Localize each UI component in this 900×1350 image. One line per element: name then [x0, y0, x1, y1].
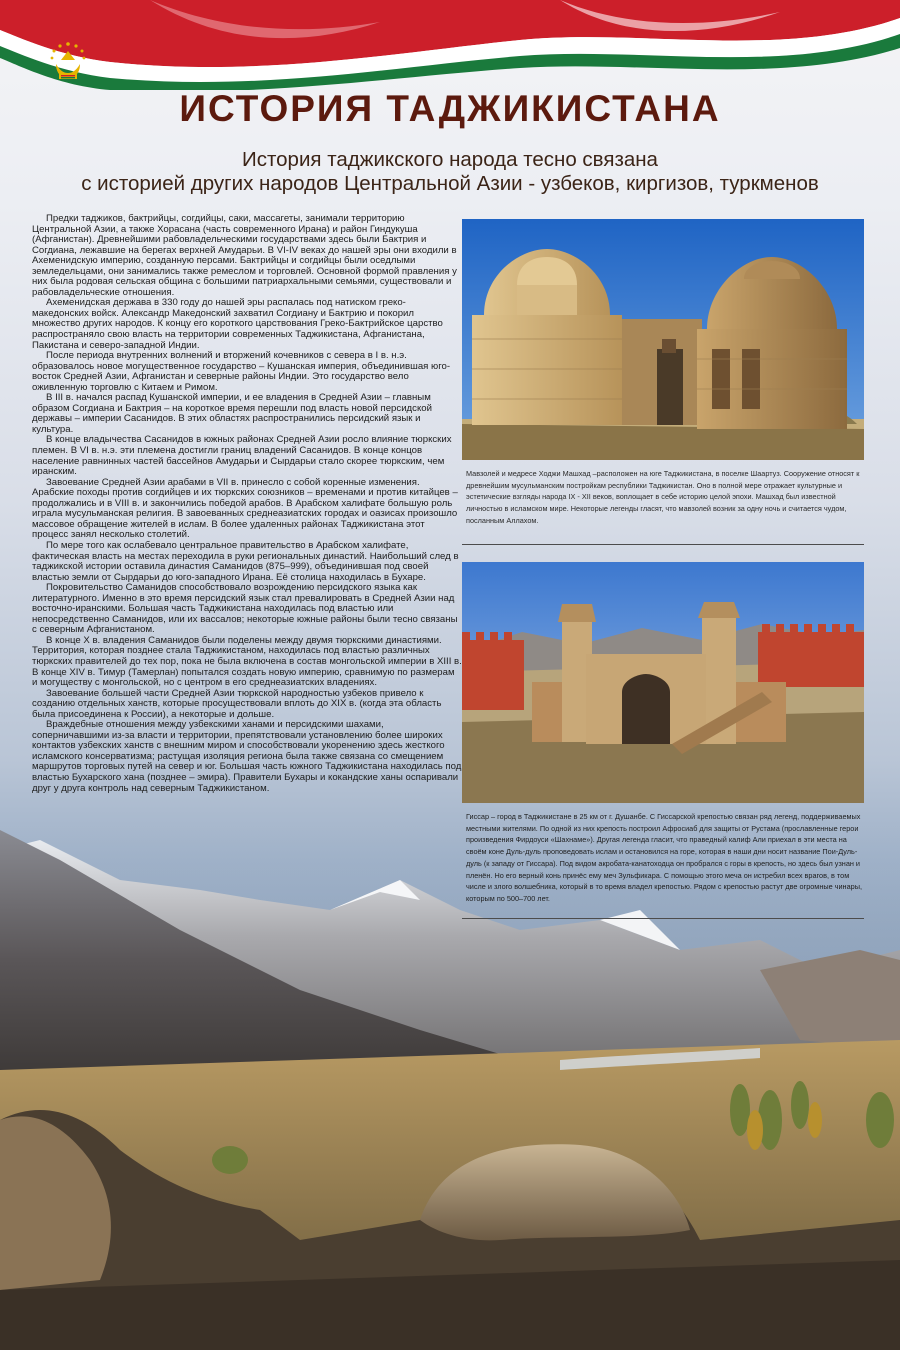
- history-paragraph: В конце X в. владения Саманидов были поделены между двумя тюркскими династиями. Территория, которая позднее стала Таджикистаном, находилась под властью различных тюркских правителей до тех пор, пока не была включена в состав монгольской империи в XIII в. В конце XIV в. Тимур (Тамерлан) попытался создать новую империю, сравнимую по размерам и могуществу с монгольской, но с центром в его среднеазиатских владениях.: [32, 634, 462, 689]
- caption-divider: [462, 918, 864, 919]
- hissar-fortress-photo: [462, 562, 864, 803]
- history-paragraph: Враждебные отношения между узбекскими ханами и персидскими шахами, соперничавшими из-за власти и территории, препятствовали установлению более широких контактов узбекских ханств с внешним миром и способствовали укоренению здесь жесткого исламского консерватизма; растущая изоляция региона была также связана со смещением маршрутов торговых путей на север и юг. Большая часть южного Таджикистана находилась под властью Бухарского ханa (позднее – эмира). Правители Бухары и кокандские ханы оспаривали друг у друга контроль над северным Таджикистаном.: [32, 719, 462, 794]
- history-paragraph: В конце владычества Сасанидов в южных районах Средней Азии росло влияние тюркских племен. В VI в. н.э. эти племена достигли границ владений Сасанидов. В конце концов население равнинных частей бассейнов Амударьи и Сырдарьи стало скорее тюркским, чем иранским.: [32, 434, 452, 478]
- tajikistan-emblem-icon: [48, 38, 88, 82]
- subtitle-line-2: с историей других народов Центральной Азии - узбеков, киргизов, туркменов: [81, 172, 819, 195]
- history-paragraph: Покровительство Саманидов способствовало возрождению персидского языка как литературного. Именно в это время персидский язык стал превалировать в Средней Азии над восточно-иранскими. Большая часть Таджикистана находилась под властью или непосредственно Саманидов, или их вассалов; некоторые южные районы были тесно связаны с северным Афганистаном.: [32, 582, 458, 636]
- history-paragraph: Ахеменидская держава в 330 году до нашей эры распалась под натиском греко-македонских войск. Александр Македонский захватил Согдиану и Бактрию и покорил множество других народов. К концу его короткого царствования Греко-Бактрийское царство распространяло свою власть на территории современных Таджикистана, Афганистана, Пакистана и северо-западной Индии.: [32, 297, 443, 351]
- mausoleum-caption: Мавзолей и медресе Ходжи Машхад –расположен на юге Таджикистана, в поселке Шаартуз. Сооружение относят к древнейшим мусульманским постройкам республики Таджикистан. Оно в полной мере отражает культурные и эстетические взгляды народа IX - XII веков, воплощает в себе историю целой эпохи. Машхад был известной личностью в исламском мире. Некоторые легенды гласят, что мавзолей возник за одну ночь и считается чудом, посланным Аллахом.: [466, 469, 860, 525]
- history-text-column: [32, 214, 462, 794]
- history-paragraph: Завоевание Средней Азии арабами в VII в. принесло с собой коренные изменения. Арабские походы против согдийцев и их тюркских союзников – временами и против китайцев – продолжались и в VIII в. и закончились победой арабов. В Арабском халифате большую роль играла мусульманская религия. В завоеванных среднеазиатских городах и оазисах произошло массовое обращение жителей в ислам. В более удаленных районах Таджикистана этот процесс занял несколько столетий.: [32, 476, 458, 541]
- history-paragraph: По мере того как ослабевало центральное правительство в Арабском халифате, фактическая власть на местах переходила в руки региональных династий. Наибольший след в таджикской истории оставила династия Саманидов (875–999), объединившая под своей властью земли от Сырдарьи до юго-западного Ирана. Её столица находилась в Бухаре.: [32, 539, 459, 583]
- history-paragraph: В III в. начался распад Кушанской империи, и ее владения в Средней Азии – главным образом Согдиана и Бактрия – на короткое время перешли под власть новой персидской державы – империи Сасанидов. В этих областях распространились персидский язык и культура.: [32, 392, 432, 435]
- mausoleum-photo: [462, 219, 864, 460]
- history-paragraph: После периода внутренних волнений и вторжений кочевников с севера в I в. н.э. образовалось новое могущественное государство – Кушанская империя, объединившая юго-восток Средней Азии, Афганистан и северные районы Индии. Это государство вело оживленную торговлю с Китаем и Римом.: [32, 350, 451, 393]
- history-paragraph: Предки таджиков, бактрийцы, согдийцы, саки, массагеты, занимали территорию Центральной Азии, а также Хорасана (часть современного Ирана) и район Гиндукуша (Афганистан). Древнейшими рабовладельческими государствами здесь были Бактрия и Согдиана, лежавшие на берегах верхней Амударьи. В VI-IV веках до нашей эры они входили в Ахеменидскую империю, созданную персами. Бактрийцы и согдийцы были оседлыми земледельцами, они занимались также ремеслом и торговлей. Основной формой правления у них была родовая сельская община с большими патриархальными семьями, существовали и рабовладельческие отношения.: [32, 213, 457, 298]
- subtitle-line-1: История таджикского народа тесно связана: [242, 148, 658, 171]
- page-title: ИСТОРИЯ ТАДЖИКИСТАНА: [179, 88, 721, 129]
- flag-ribbon: [0, 0, 900, 90]
- caption-divider: [462, 544, 864, 545]
- hissar-caption: Гиссар – город в Таджикистане в 25 км от г. Душанбе. С Гиссарской крепостью связан ряд легенд, поддерживаемых местными жителями. По одной из них крепость построил Афросиаб для защиты от Рустама (прославленные герои произведения Фирдоуси «Шахнаме»). Другая легенда гласит, что праведный калиф Али приехал в эти места на своём коне Дуль-дуль проповедовать ислам и остановился на горе, которая в наши дни носит название Пои-Дуль-дуль (к западу от Гиссара). Под видом акробата-канатоходца он пробрался с горы в крепость, но здесь был узнан и пленён. Но его верный конь принёс ему меч Зульфикара. С помощью этого меча он истребил всех врагов, в том числе и злого волшебника, который в то время владел крепостью. Рядом с крепостью растут две огромные чинары, которым по 500–700 лет.: [466, 812, 862, 903]
- history-paragraph: Завоевание большей части Средней Азии тюркской народностью узбеков привело к созданию отдельных ханств, которые просуществовали вплоть до XIX в. (когда эта область была присоединена к России), а некоторые и дольше.: [32, 687, 442, 720]
- page-subtitle: [0, 148, 900, 196]
